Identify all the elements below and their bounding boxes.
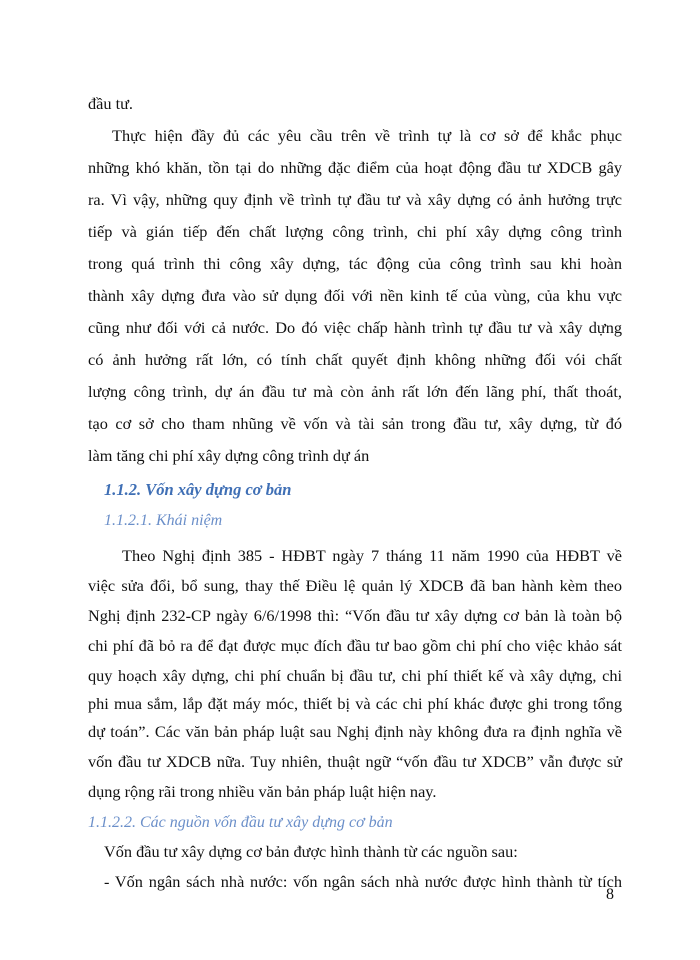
- paragraph-line: tiếp và gián tiếp đến chất lượng công trình, chi phí xây dựng công trình: [88, 222, 622, 241]
- paragraph-line: tạo cơ sở cho tham nhũng về vốn và tài sản trong đầu tư, xây dựng, từ đó: [88, 414, 622, 433]
- paragraph-line: dự toán”. Các văn bản pháp luật sau Nghị định này không đưa ra định nghĩa về: [88, 722, 622, 741]
- paragraph-line: phi mua sắm, lắp đặt máy móc, thiết bị và các chi phí khác được ghi trong tổng: [88, 694, 622, 713]
- paragraph-line: ra. Vì vậy, những quy định về trình tự đầu tư và xây dựng có ảnh hưởng trực: [88, 190, 622, 209]
- paragraph-line: chi phí đã bỏ ra để đạt được mục đích đầu tư bao gồm chi phí cho việc khảo sát: [88, 636, 622, 655]
- paragraph-line: Theo Nghị định 385 - HĐBT ngày 7 tháng 11 năm 1990 của HĐBT về: [122, 546, 622, 565]
- paragraph-line: Nghị định 232-CP ngày 6/6/1998 thì: “Vốn đầu tư xây dựng cơ bản là toàn bộ: [88, 606, 622, 625]
- paragraph-line: làm tăng chi phí xây dựng công trình dự án: [88, 446, 370, 465]
- paragraph-line: dụng rộng rãi trong nhiều văn bản pháp luật hiện nay.: [88, 782, 437, 801]
- section-heading: 1.1.2. Vốn xây dựng cơ bản: [104, 480, 292, 499]
- paragraph-line: trong quá trình thi công xây dựng, tác động của công trình sau khi hoàn: [88, 254, 622, 273]
- paragraph-line: Thực hiện đầy đủ các yêu cầu trên về trình tự là cơ sở để khắc phục: [112, 126, 622, 145]
- paragraph-line: việc sửa đổi, bổ sung, thay thế Điều lệ quản lý XDCB đã ban hành kèm theo: [88, 576, 622, 595]
- paragraph-line: cũng như đối với cả nước. Do đó việc chấp hành trình tự đầu tư và xây dựng: [88, 318, 622, 337]
- paragraph-line: Vốn đầu tư xây dựng cơ bản được hình thành từ các nguồn sau:: [104, 842, 518, 861]
- paragraph-line: có ảnh hưởng rất lớn, có tính chất quyết định không những đối vói chất: [88, 350, 622, 369]
- paragraph-line: đầu tư.: [88, 94, 133, 113]
- paragraph-line: - Vốn ngân sách nhà nước: vốn ngân sách nhà nước được hình thành từ tích: [104, 872, 622, 891]
- subsection-heading: 1.1.2.1. Khái niệm: [104, 512, 223, 529]
- subsection-heading: 1.1.2.2. Các nguồn vốn đầu tư xây dựng cơ bản: [88, 814, 393, 831]
- paragraph-line: thành xây dựng đưa vào sử dụng đối với nền kinh tế của vùng, của khu vực: [88, 286, 622, 305]
- paragraph-line: quy hoạch xây dựng, chi phí chuẩn bị đầu tư, chi phí thiết kế và xây dựng, chi: [88, 666, 622, 685]
- paragraph-line: lượng công trình, dự án đầu tư mà còn ảnh rất lớn đến lãng phí, thất thoát,: [88, 382, 622, 401]
- paragraph-line: những khó khăn, tồn tại do những đặc điểm của hoạt động đầu tư XDCB gây: [88, 158, 622, 177]
- paragraph-line: vốn đầu tư XDCB nữa. Tuy nhiên, thuật ngữ “vốn đầu tư XDCB” vẫn được sử: [88, 752, 622, 771]
- page-number: 8: [606, 886, 614, 903]
